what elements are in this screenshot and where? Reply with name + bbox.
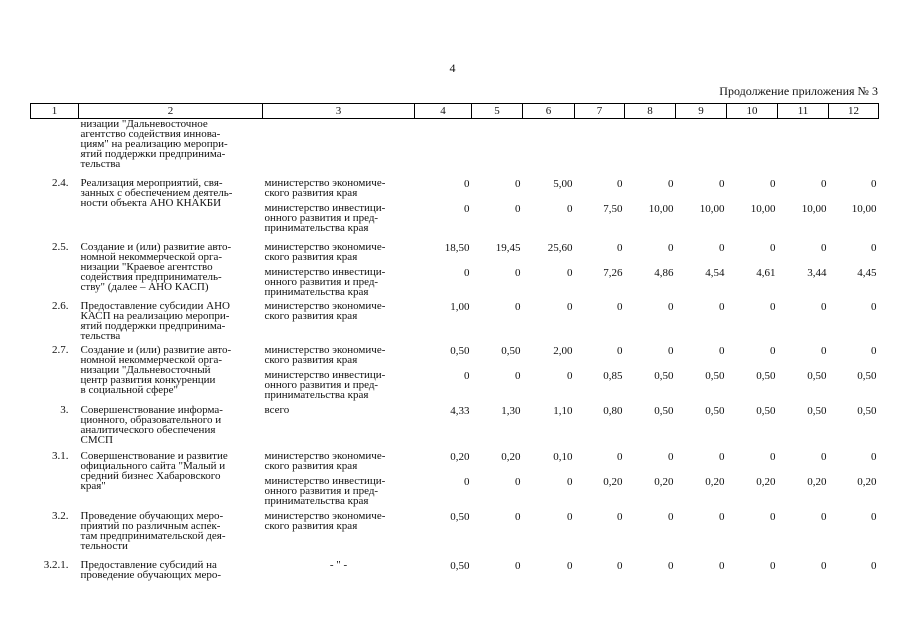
value-cell: 0 (770, 511, 776, 523)
executor-cell: министерство экономиче- ского развития края (264, 344, 386, 366)
executor-cell: министерство экономиче- ского развития края (264, 300, 386, 322)
value-cell: 25,60 (547, 242, 573, 254)
value-cell: 0 (617, 301, 623, 313)
value-cell: 0 (770, 178, 776, 190)
row-name: Создание и (или) развитие авто- номной некоммерческой орга- низации "Дальневосточный центр развития конкуренции в социальной сфере" (80, 344, 232, 396)
value-cell: 0 (464, 370, 470, 382)
col-header: 2 (79, 104, 263, 119)
value-cell: 0 (719, 301, 725, 313)
col-header: 10 (727, 104, 778, 119)
value-cell: 0 (567, 370, 573, 382)
table-row (31, 297, 879, 341)
executor-cell: всего (264, 404, 290, 416)
value-cell: 0 (668, 451, 674, 463)
value-cell: 0 (770, 560, 776, 572)
value-cell: 0 (464, 267, 470, 279)
value-cell: 0 (770, 345, 776, 357)
row-number: 3. (60, 404, 69, 416)
value-cell: 10,00 (750, 203, 776, 215)
executor-cell: министерство инвестици- онного развития и пред- принимательства края (264, 369, 386, 401)
value-cell: 0 (821, 560, 827, 572)
value-cell: 0,50 (501, 345, 521, 357)
row-number: 2.4. (52, 177, 69, 189)
col-header: 9 (676, 104, 727, 119)
value-cell: 0,20 (654, 476, 674, 488)
empty-cell (625, 119, 676, 170)
value-cell: 0 (871, 345, 877, 357)
executor-cell: министерство инвестици- онного развития и пред- принимательства края (264, 266, 386, 298)
empty-cell (829, 119, 879, 170)
value-cell: 0 (871, 451, 877, 463)
col-header: 1 (31, 104, 79, 119)
value-cell: 1,00 (450, 301, 470, 313)
value-cell: 0 (515, 476, 521, 488)
value-cell: 0 (821, 242, 827, 254)
empty-cell (263, 119, 415, 170)
value-cell: 0 (617, 345, 623, 357)
value-cell: 7,26 (603, 267, 623, 279)
value-cell: 10,00 (648, 203, 674, 215)
value-cell: 0 (617, 178, 623, 190)
value-cell: 0 (871, 178, 877, 190)
value-cell: 5,00 (553, 178, 573, 190)
empty-cell (523, 119, 575, 170)
row-number: 3.2.1. (43, 559, 69, 571)
value-cell: 0,50 (705, 405, 725, 417)
value-cell: 2,00 (553, 345, 573, 357)
value-cell: 0 (567, 301, 573, 313)
value-cell: 0 (617, 560, 623, 572)
value-cell: 0 (719, 511, 725, 523)
value-cell: 0 (567, 560, 573, 572)
col-header: 5 (472, 104, 523, 119)
executor-cell: министерство экономиче- ского развития края (264, 510, 386, 532)
value-cell: 0 (464, 203, 470, 215)
empty-cell (727, 119, 778, 170)
table-row-continuation (31, 119, 879, 170)
value-cell: 0 (719, 242, 725, 254)
table-row (31, 506, 879, 551)
table-row (31, 233, 879, 262)
value-cell: 0,50 (654, 405, 674, 417)
table-row (31, 551, 879, 580)
value-cell: 0,50 (450, 345, 470, 357)
value-cell: 0,50 (705, 370, 725, 382)
value-cell: 0 (770, 451, 776, 463)
row-name: Совершенствование информа- ционного, образовательного и аналитического обеспечения СМСП (80, 404, 223, 446)
value-cell: 0,20 (857, 476, 877, 488)
empty-cell (415, 119, 472, 170)
row-name: Проведение обучающих меро- приятий по различным аспек- там предпринимательской дея- тельности (80, 510, 226, 552)
value-cell: 0 (668, 242, 674, 254)
value-cell: 0 (821, 301, 827, 313)
value-cell: 0 (515, 267, 521, 279)
value-cell: 0,50 (450, 511, 470, 523)
value-cell: 0 (719, 345, 725, 357)
value-cell: 0 (668, 345, 674, 357)
value-cell: 4,45 (857, 267, 877, 279)
value-cell: 0,50 (857, 405, 877, 417)
value-cell: 0 (668, 178, 674, 190)
appendix-caption: Продолжение приложения № 3 (719, 84, 878, 98)
value-cell: 0,50 (654, 370, 674, 382)
page-number: 4 (449, 61, 456, 75)
value-cell: 0 (770, 242, 776, 254)
value-cell: 18,50 (444, 242, 470, 254)
value-cell: 0,50 (857, 370, 877, 382)
value-cell: 0 (821, 345, 827, 357)
value-cell: 4,61 (756, 267, 776, 279)
value-cell: 0,80 (603, 405, 623, 417)
value-cell: 0,85 (603, 370, 623, 382)
row-name: Реализация мероприятий, свя- занных с обеспечением деятель- ности объекта АНО КНАКБИ (80, 177, 233, 209)
value-cell: 0,50 (450, 560, 470, 572)
executor-cell: министерство экономиче- ского развития края (264, 177, 386, 199)
executor-cell: министерство инвестици- онного развития и пред- принимательства края (264, 475, 386, 507)
value-cell: 0 (821, 511, 827, 523)
value-cell: 0,20 (807, 476, 827, 488)
value-cell: 0 (617, 451, 623, 463)
value-cell: 3,44 (807, 267, 827, 279)
row-name: Совершенствование и развитие официального сайта "Малый и средний бизнес Хабаровского края" (80, 450, 228, 492)
value-cell: 0 (668, 301, 674, 313)
col-header: 8 (625, 104, 676, 119)
value-cell: 10,00 (851, 203, 877, 215)
value-cell: 0 (719, 451, 725, 463)
value-cell: 0 (821, 451, 827, 463)
value-cell: 0 (668, 560, 674, 572)
empty-cell (472, 119, 523, 170)
value-cell: 0 (617, 511, 623, 523)
value-cell: 0 (515, 203, 521, 215)
table-row (31, 169, 879, 198)
row-number: 2.6. (52, 300, 69, 312)
value-cell: 1,10 (553, 405, 573, 417)
value-cell: 7,50 (603, 203, 623, 215)
value-cell: 0,50 (807, 370, 827, 382)
col-header: 12 (829, 104, 879, 119)
value-cell: 0 (567, 267, 573, 279)
value-cell: 0 (668, 511, 674, 523)
value-cell: 0,50 (756, 370, 776, 382)
empty-cell (575, 119, 625, 170)
row-number: 2.5. (52, 241, 69, 253)
value-cell: 1,30 (501, 405, 521, 417)
executor-cell: - " - (329, 559, 348, 571)
value-cell: 4,33 (450, 405, 470, 417)
row-name: Предоставление субсидий на проведение обучающих меро- (80, 559, 222, 581)
value-cell: 0 (821, 178, 827, 190)
value-cell: 0 (464, 476, 470, 488)
value-cell: 0 (871, 301, 877, 313)
col-header: 11 (778, 104, 829, 119)
value-cell: 0 (871, 511, 877, 523)
row-number: 2.7. (52, 344, 69, 356)
table-row (31, 341, 879, 365)
row-name: Создание и (или) развитие авто- номной некоммерческой орга- низации "Краевое агентство содействия предприниматель- ству" (далее – АНО КАСП) (80, 241, 232, 293)
value-cell: 0 (617, 242, 623, 254)
value-cell: 0,20 (705, 476, 725, 488)
value-cell: 0 (515, 301, 521, 313)
value-cell: 0 (871, 560, 877, 572)
value-cell: 0,50 (756, 405, 776, 417)
value-cell: 0,20 (450, 451, 470, 463)
value-cell: 0,20 (501, 451, 521, 463)
table-row (31, 400, 879, 445)
col-header: 6 (523, 104, 575, 119)
empty-cell (778, 119, 829, 170)
value-cell: 4,86 (654, 267, 674, 279)
value-cell: 19,45 (495, 242, 521, 254)
value-cell: 10,00 (699, 203, 725, 215)
value-cell: 0,20 (603, 476, 623, 488)
value-cell: 0 (515, 560, 521, 572)
value-cell: 0 (515, 511, 521, 523)
value-cell: 0 (719, 560, 725, 572)
executor-cell: министерство инвестици- онного развития и пред- принимательства края (264, 202, 386, 234)
value-cell: 4,54 (705, 267, 725, 279)
value-cell: 0 (567, 203, 573, 215)
row-name: низации "Дальневосточное агентство содействия иннова- циям" на реализацию меропри- ятий поддержки предпринима- тельства (80, 118, 228, 170)
value-cell: 0,20 (756, 476, 776, 488)
value-cell: 0 (567, 476, 573, 488)
value-cell: 0 (515, 370, 521, 382)
row-number: 3.2. (52, 510, 69, 522)
budget-table (30, 103, 879, 580)
col-header: 3 (263, 104, 415, 119)
value-cell: 0,50 (807, 405, 827, 417)
col-header: 7 (575, 104, 625, 119)
value-cell: 0 (871, 242, 877, 254)
value-cell: 0 (464, 178, 470, 190)
executor-cell: министерство экономиче- ского развития края (264, 450, 386, 472)
empty-cell (676, 119, 727, 170)
row-number: 3.1. (52, 450, 69, 462)
value-cell: 0,10 (553, 451, 573, 463)
header-row (31, 104, 879, 119)
value-cell: 10,00 (801, 203, 827, 215)
value-cell: 0 (719, 178, 725, 190)
value-cell: 0 (515, 178, 521, 190)
row-number (31, 119, 79, 170)
col-header: 4 (415, 104, 472, 119)
value-cell: 0 (770, 301, 776, 313)
executor-cell: министерство экономиче- ского развития края (264, 241, 386, 263)
row-name: Предоставление субсидии АНО КАСП на реализацию меропри- ятий поддержки предпринима- тельства (80, 300, 230, 342)
table-row (31, 445, 879, 471)
value-cell: 0 (567, 511, 573, 523)
